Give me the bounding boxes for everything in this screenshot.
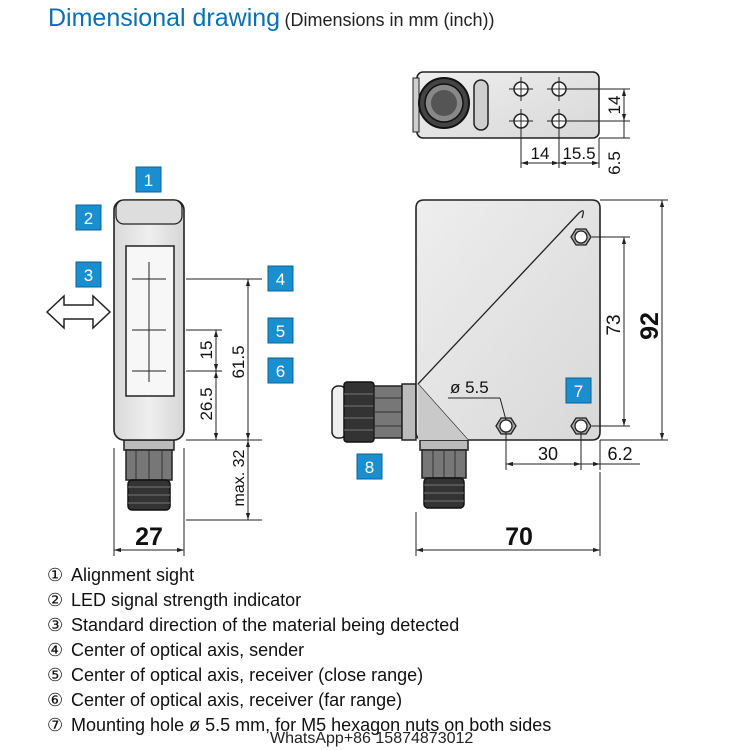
- connector-circle-icon: [419, 78, 469, 128]
- dim-26-5: 26.5: [197, 387, 216, 421]
- dim-5-5: ø 5.5: [450, 378, 489, 397]
- callout-3: [76, 262, 101, 287]
- legend-item: ④ Center of optical axis, sender: [47, 640, 305, 661]
- svg-text:4: 4: [275, 270, 286, 289]
- front-view: [47, 200, 262, 556]
- callout-6: [268, 358, 293, 383]
- callout-5: [268, 318, 293, 343]
- top-view: [413, 72, 630, 175]
- dim-30: 30: [537, 444, 559, 464]
- svg-text:6: 6: [275, 362, 286, 381]
- callout-1: [136, 167, 161, 192]
- legend-item: ⑦ Mounting hole ø 5.5 mm, for M5 hexagon nuts on both sides: [47, 715, 552, 736]
- dim-15-5: 15.5: [562, 144, 596, 163]
- dim-27: 27: [135, 523, 163, 551]
- callout-2: [76, 205, 101, 230]
- dim-61-5: 61.5: [229, 345, 248, 379]
- dim-14-vertical: 14: [605, 95, 624, 115]
- dim-70: 70: [505, 523, 533, 551]
- side-left-connector: [332, 382, 416, 442]
- dim-15: 15: [197, 340, 216, 360]
- svg-text:8: 8: [364, 458, 375, 477]
- title-main: Dimensional drawing: [48, 4, 281, 32]
- svg-text:2: 2: [83, 209, 94, 228]
- legend-item: ③ Standard direction of the material being detected: [47, 615, 460, 636]
- dim-73: 73: [604, 314, 625, 336]
- callout-7: [566, 378, 591, 403]
- svg-text:7: 7: [573, 382, 584, 401]
- front-connector: [124, 440, 174, 510]
- dim-92: 92: [636, 312, 664, 340]
- side-bottom-connector: [420, 440, 468, 508]
- legend-item: ⑤ Center of optical axis, receiver (close range): [47, 665, 424, 686]
- callout-4: [268, 266, 293, 291]
- double-arrow-icon: [47, 296, 110, 328]
- legend-item: ① Alignment sight: [47, 565, 195, 586]
- legend-list: [47, 563, 551, 738]
- legend-item: ⑥ Center of optical axis, receiver (far range): [47, 690, 403, 711]
- dim-14-horizontal: 14: [530, 144, 550, 163]
- legend-item: ② LED signal strength indicator: [47, 590, 302, 611]
- svg-text:5: 5: [275, 322, 286, 341]
- svg-text:1: 1: [143, 171, 154, 190]
- dim-max-32: max. 32: [231, 449, 248, 507]
- title-sub: (Dimensions in mm (inch)): [284, 10, 495, 30]
- dim-6-2: 6.2: [607, 444, 633, 464]
- callout-8: [357, 454, 382, 479]
- side-view: [332, 200, 668, 556]
- svg-text:3: 3: [83, 266, 94, 285]
- watermark-text: WhatsApp+86 15874873012: [270, 730, 474, 747]
- dim-6-5: 6.5: [605, 151, 624, 175]
